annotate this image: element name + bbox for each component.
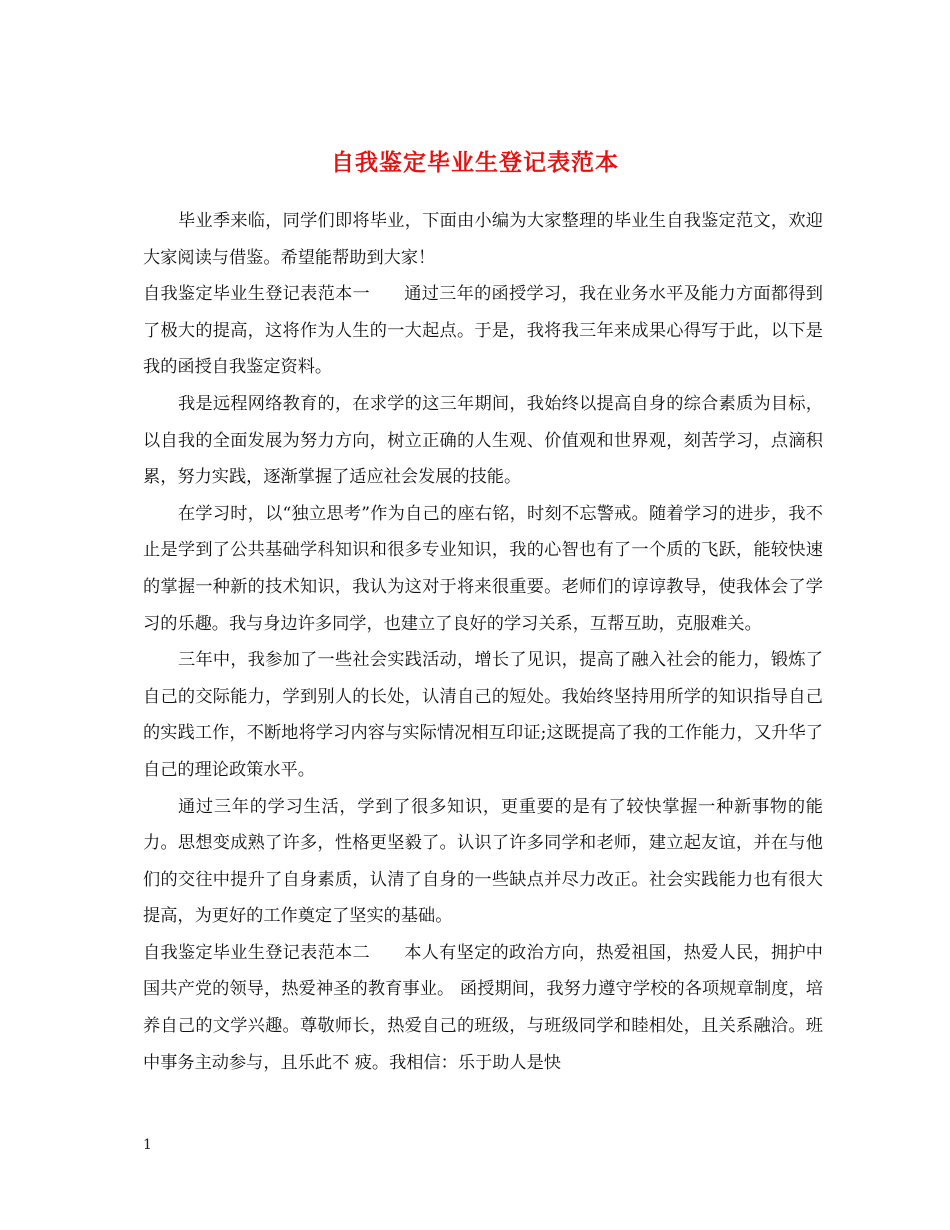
paragraph-study-attitude: [143, 496, 823, 642]
paragraph-text: 通过三年的学习生活，学到了很多知识，更重要的是有了较快掌握一种新事物的能力。思想变成熟了许多，性格更坚毅了。认识了许多同学和老师，建立起友谊，并在与他们的交往中提升了自身素质，认清了自身的一些缺点并尽力改正。社会实践能力也有很大提高，为更好的工作奠定了坚实的基础。: [143, 796, 823, 927]
paragraph-summary: [143, 789, 823, 935]
paragraph-intro: [143, 203, 823, 276]
paragraph-sample-one: [143, 276, 823, 386]
paragraph-text: 毕业季来临，同学们即将毕业，下面由小编为大家整理的毕业生自我鉴定范文，欢迎大家阅读与借鉴。希望能帮助到大家！: [143, 211, 823, 268]
paragraph-study-goal: [143, 386, 823, 496]
document-title: 自我鉴定毕业生登记表范本: [331, 149, 619, 177]
paragraph-sample-two: [143, 935, 823, 1081]
document-body: [143, 203, 823, 1081]
paragraph-social-practice: [143, 642, 823, 788]
section-heading: 自我鉴定毕业生登记表范本二: [143, 942, 370, 963]
page-number: 1: [143, 1137, 152, 1153]
paragraph-text: 通过三年的函授学习，我在业务水平及能力方面都得到了极大的提高，这将作为人生的一大起点。于是，我将我三年来成果心得写于此，以下是我的函授自我鉴定资料。: [143, 284, 823, 378]
paragraph-text: 三年中，我参加了一些社会实践活动，增长了见识，提高了融入社会的能力，锻炼了自己的交际能力，学到别人的长处，认清自己的短处。我始终坚持用所学的知识指导自己的实践工作，不断地将学习内容与实际情况相互印证;这既提高了我的工作能力，又升华了自己的理论政策水平。: [143, 650, 823, 780]
paragraph-text: 本人有坚定的政治方向，热爱祖国，热爱人民，拥护中国共产党的领导，热爱神圣的教育事业。 函授期间，我努力遵守学校的各项规章制度，培养自己的文学兴趣。尊敬师长，热爱自己的班级，与班级同学和睦相处，且关系融洽。班中事务主动参与，且乐此不 疲。我相信：乐于助人是快: [143, 942, 823, 1073]
section-heading: 自我鉴定毕业生登记表范本一: [143, 284, 370, 305]
paragraph-text: 我是远程网络教育的，在求学的这三年期间，我始终以提高自身的综合素质为目标，以自我的全面发展为努力方向，树立正确的人生观、价值观和世界观，刻苦学习，点滴积累，努力实践，逐渐掌握了适应社会发展的技能。: [143, 393, 823, 488]
paragraph-text: 在学习时，以“独立思考”作为自己的座右铭，时刻不忘警戒。随着学习的进步，我不止是学到了公共基础学科知识和很多专业知识，我的心智也有了一个质的飞跃，能较快速的掌握一种新的技术知识，我认为这对于将来很重要。老师们的谆谆教导，使我体会了学习的乐趣。我与身边许多同学，也建立了良好的学习关系，互帮互助，克服难关。: [143, 503, 823, 634]
